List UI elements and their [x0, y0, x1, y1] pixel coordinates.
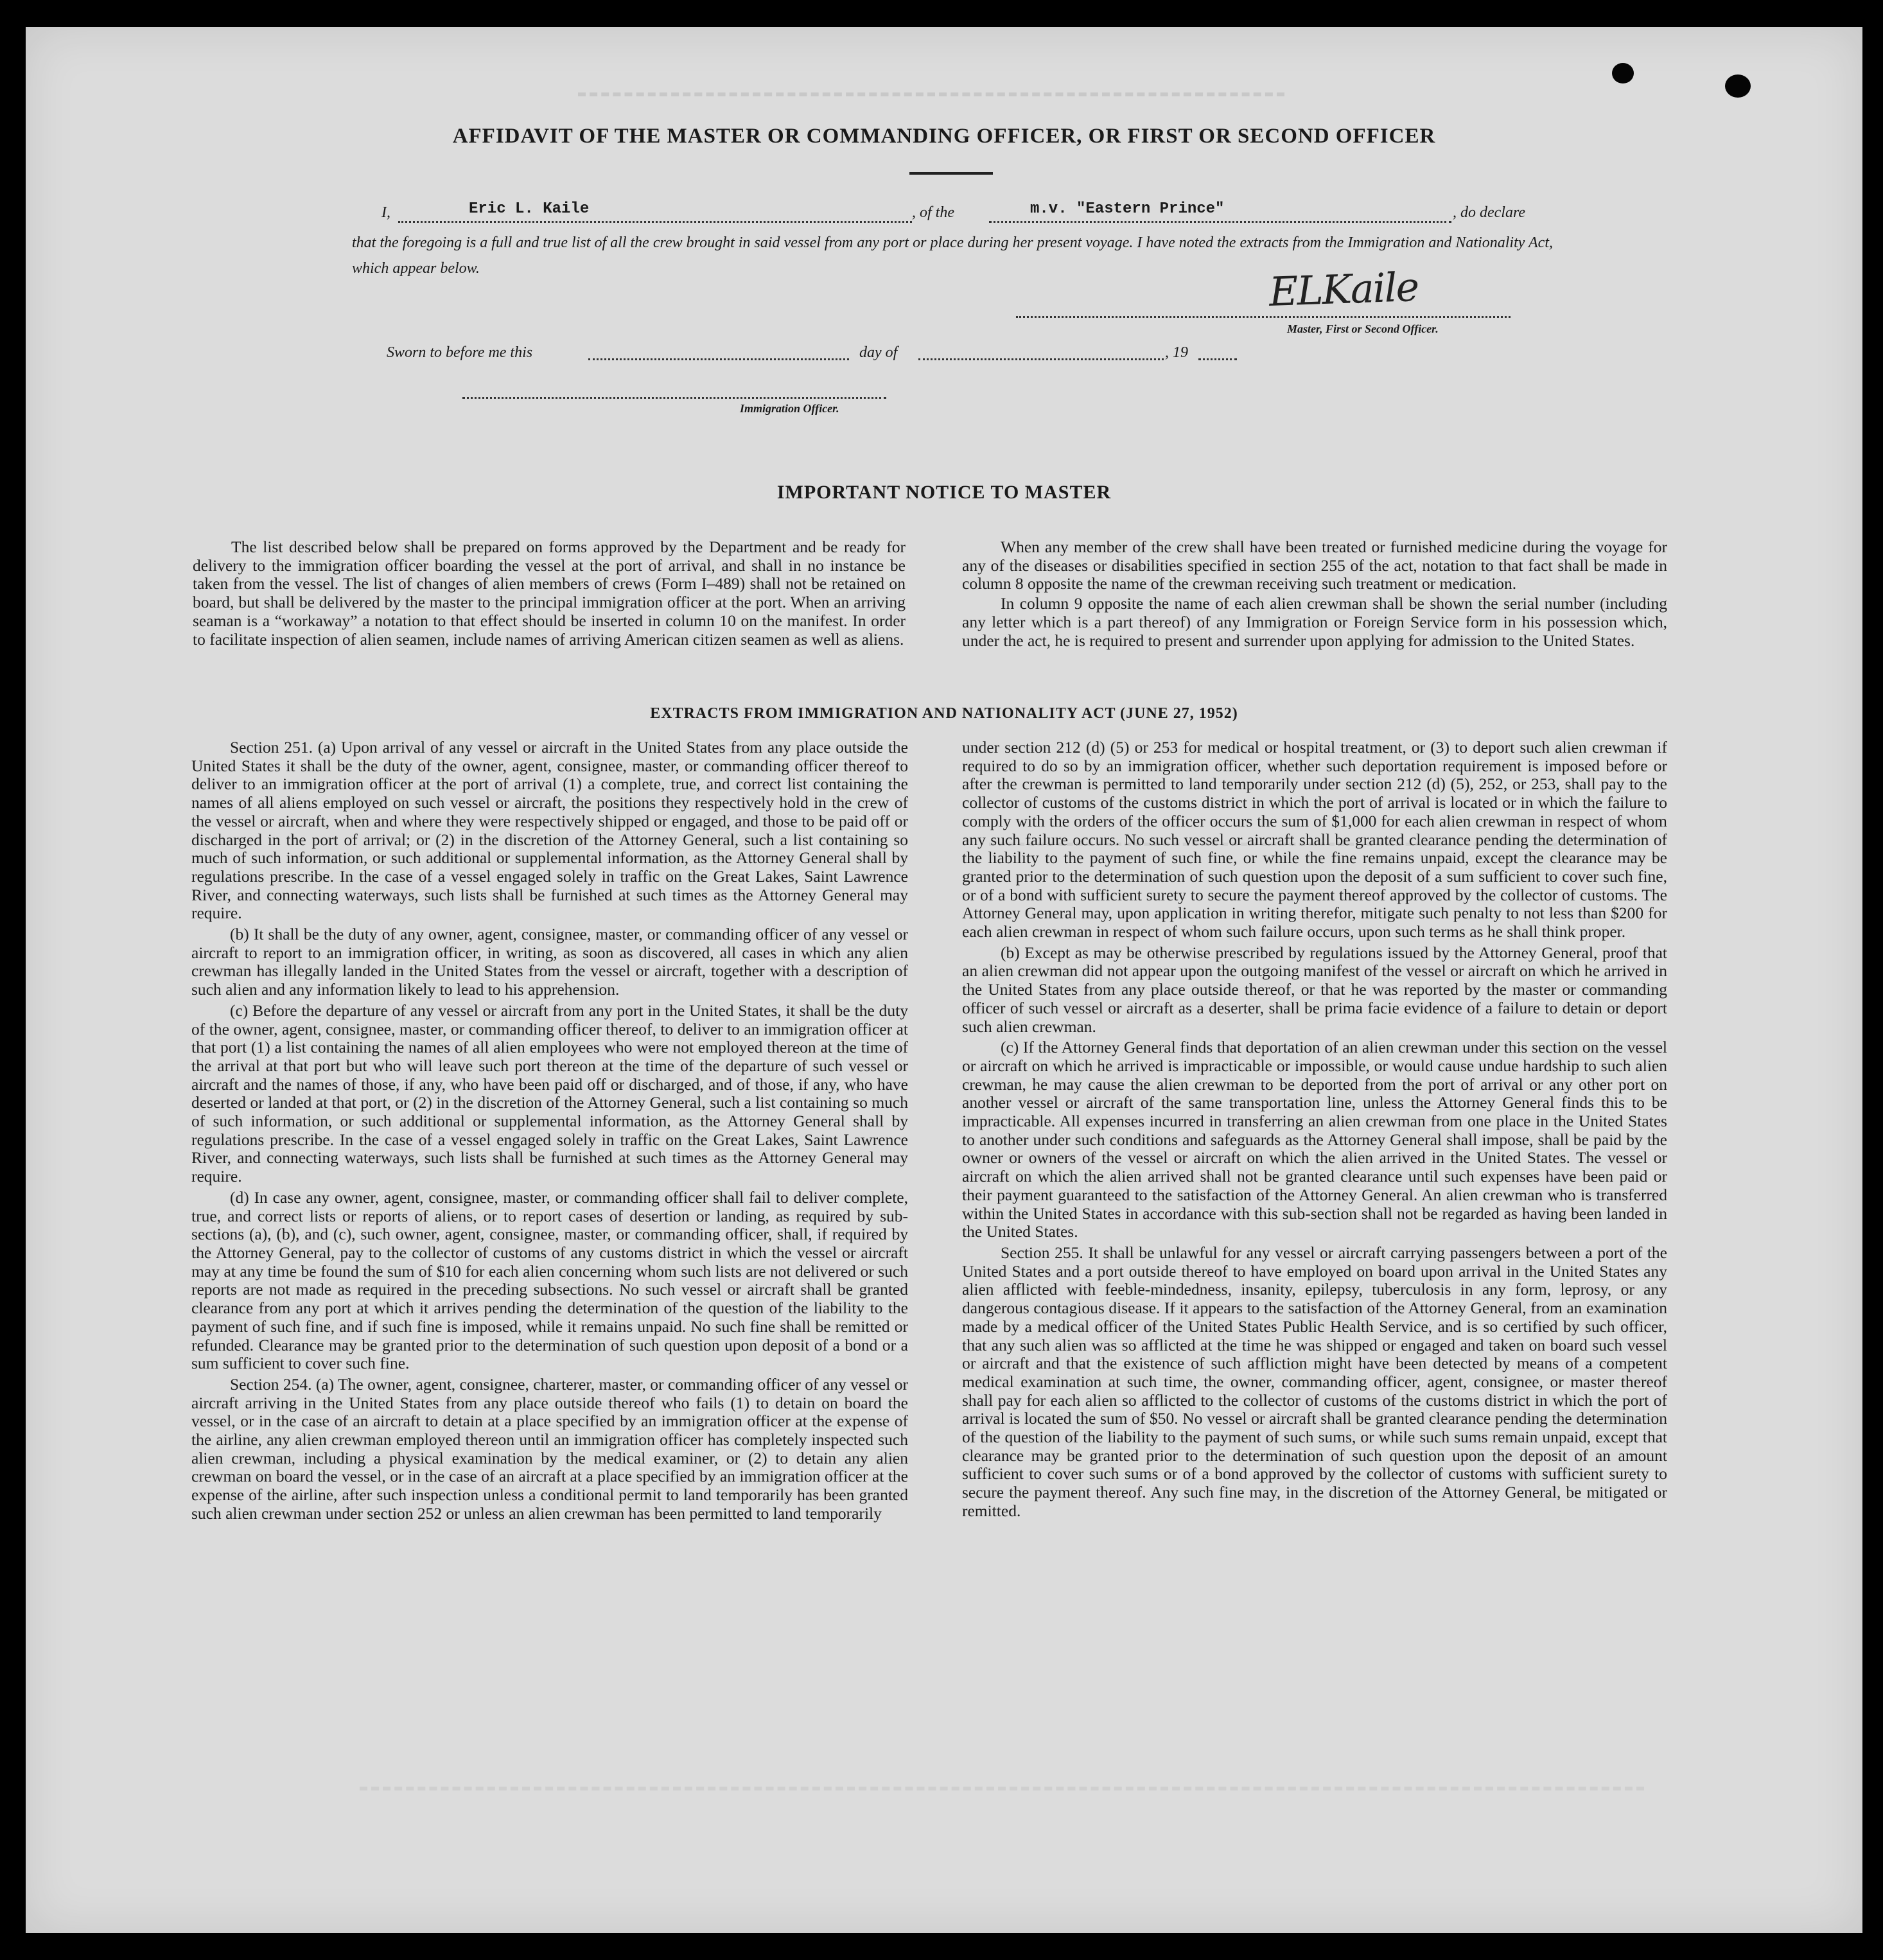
extract-paragraph: (b) Except as may be otherwise prescribed by regulations issued by the Attorney General, proof that an alien crewman did not appear upon the outgoing manifest of the vessel or aircraft on which he arrived in the United States from any place outside thereof, or that he was reported by the master or commanding officer of such vessel or aircraft as a deserter, shall be prima facie evidence of a failure to detain or deport such alien crewman.: [962, 943, 1667, 1036]
title-rule: [909, 172, 993, 175]
punch-hole: [1725, 74, 1751, 98]
notice-left-column: [193, 538, 906, 649]
master-name-field[interactable]: [398, 199, 912, 223]
vessel-name-value: m.v. "Eastern Prince": [1030, 200, 1225, 218]
extract-paragraph: Section 254. (a) The owner, agent, consignee, charterer, master, or commanding officer of any vessel or aircraft arriving in the United States from any place outside thereof who fails (1) to detain on board the vessel, or in the case of an aircraft to detain at a place specified by an immigration officer at the expense of the airline, any alien crewman employed thereon until an immigration officer has completely inspected such alien crewman, including a physical examination by the medical examiner, or (2) to detain any alien crewman on board the vessel, or in the case of an aircraft at a place specified by an immigration officer at the expense of the airline, after such inspection unless a conditional permit to land temporarily has been granted such alien crewman under section 252 or unless an alien crewman has been permitted to land temporarily: [191, 1374, 908, 1523]
extract-paragraph: (d) In case any owner, agent, consignee, master, or commanding officer shall fail to deliver complete, true, and correct lists or reports of aliens, or to report cases of desertion or landing, as required by sub-sections (a), (b), and (c), such owner, agent, consignee, master, or commanding officer, shall, if required by the Attorney General, pay to the collector of customs of any customs district in which the vessel or aircraft may at any time be found the sum of $10 for each alien concerning whom such lists are not delivered or such reports are not made as required in the preceding subsections. No such vessel or aircraft shall be granted clearance from any port at which it arrives pending the determination of the question of the liability to the payment of such fine, and if such fine is imposed, while it remains unpaid. No such fine shall be remitted or refunded. Clearance may be granted prior to the determination of such question upon deposit of a bond or a sum sufficient to cover such fine.: [191, 1187, 908, 1373]
extract-paragraph: under section 212 (d) (5) or 253 for medical or hospital treatment, or (3) to deport such alien crewman if required to do so by an immigration officer, whether such deportation requirement is imposed before or after the crewman is permitted to land temporarily under section 212 (d) (5), 252, or 253, shall pay to the collector of customs of the customs district in which the port of arrival is located or in which the failure to comply with the orders of the officer occurs the sum of $1,000 for each alien crewman in respect of whom any such failure occurs. No such vessel or aircraft shall be granted clearance pending the determination of the liability to the payment of such fine, or while the fine remains unpaid, except the clearance may be granted prior to the determination of such question upon the deposit of a sum sufficient to cover such fine, or of a bond with sufficient surety to secure the payment thereof approved by the collector of customs. The Attorney General may, upon application in writing therefor, mitigate such penalty to not less than $200 for each alien crewman in respect of whom such failure occurs, upon such terms as he shall think proper.: [962, 738, 1667, 941]
master-name-value: Eric L. Kaile: [469, 200, 590, 218]
sworn-day-field[interactable]: [588, 357, 849, 360]
document-page: [26, 27, 1862, 1933]
year-label: , 19: [1165, 344, 1188, 361]
master-signature: ELKaile: [1268, 263, 1419, 316]
vessel-name-field[interactable]: [989, 199, 1451, 223]
of-the-label: , of the: [912, 204, 954, 221]
extract-paragraph: (b) It shall be the duty of any owner, agent, consignee, master, or commanding officer of any vessel or aircraft to report to an immigration officer, in writing, as soon as discovered, all cases in which any alien crewman has illegally landed in the United States from the vessel or aircraft, together with a description of such alien and any information likely to lead to his apprehension.: [191, 925, 908, 999]
notice-title: IMPORTANT NOTICE TO MASTER: [776, 482, 1112, 503]
day-of-label: day of: [859, 344, 898, 361]
extract-paragraph: (c) Before the departure of any vessel or aircraft from any port in the United States, it shall be the duty of the owner, agent, consignee, master, or commanding officer thereof, to deliver to an immigration officer at that port (1) a list containing the names of all alien employees who were not employed thereon at the time of the arrival at that port but who will leave such port thereon at the time of the departure of such vessel or aircraft and the names of those, if any, who have been paid off or discharged, and of those, if any, who have deserted or landed at that port, or (2) in the discretion of the Attorney General, such a list containing so much of such information, or such additional or supplemental information, as the Attorney General shall by regulations prescribe. In the case of a vessel engaged solely in traffic on the Great Lakes, Saint Lawrence River, and connecting waterways, such lists shall be furnished at such times as the Attorney General may require.: [191, 1001, 908, 1186]
signature-line[interactable]: [1016, 315, 1511, 318]
bleed-through-marks: [578, 77, 1284, 96]
notice-paragraph: In column 9 opposite the name of each alien crewman shall be shown the serial number (including any letter which is a part thereof) of any Immigration or Foreign Service form in his possession which, under the act, he is required to present and surrender upon applying for admission to the United States.: [962, 594, 1667, 650]
extract-paragraph: Section 251. (a) Upon arrival of any vessel or aircraft in the United States from any place outside the United States it shall be the duty of the owner, agent, consignee, master, or commanding officer thereof to deliver to an immigration officer at the port of arrival (1) a complete, true, and correct list containing the names of all aliens employed on such vessel or aircraft, the positions they respectively hold in the crew of the vessel or aircraft, when and where they were respectively shipped or engaged, and those to be paid off or discharged in the port of arrival; or (2) in the discretion of the Attorney General, such a list containing so much of such information, or such additional or supplemental information, as the Attorney General shall by regulations prescribe. In the case of a vessel engaged solely in traffic on the Great Lakes, Saint Lawrence River, and connecting waterways, such lists shall be furnished at such times as the Attorney General may require.: [191, 738, 908, 923]
extract-paragraph: Section 255. It shall be unlawful for any vessel or aircraft carrying passengers between a port of the United States and a port outside thereof to have employed on board upon arrival in the United States any alien afflicted with feeble-mindedness, insanity, epilepsy, tuberculosis in any form, leprosy, or any dangerous contagious disease. If it appears to the satisfaction of the Attorney General, from an examination made by a medical officer of the United States Public Health Service, and is so certified by such officer, that any such alien was so afflicted at the time he was shipped or engaged and taken on board such vessel or aircraft and that the existence of such affliction might have been detected by means of a competent medical examination at such time, the owner, commanding officer, agent, consignee, or master thereof shall pay for each alien so afflicted to the collector of customs of the customs district in which the port of arrival is located the sum of $50. No vessel or aircraft shall be granted clearance pending the determination of the question of the liability to the payment of such sums, or while such sums remain unpaid, except that clearance may be granted prior to the determination of such question upon the deposit of an amount sufficient to cover such sums or of a bond approved by the collector of customs with sufficient surety to secure the payment thereof. Any such fine may, in the discretion of the Attorney General, be mitigated or remitted.: [962, 1243, 1667, 1520]
extracts-title: EXTRACTS FROM IMMIGRATION AND NATIONALITY ACT (JUNE 27, 1952): [650, 705, 1238, 722]
signature-caption: Master, First or Second Officer.: [1287, 322, 1439, 335]
sworn-year-field[interactable]: [1198, 357, 1237, 360]
bleed-through-marks: [360, 1767, 1644, 1790]
affidavit-title: AFFIDAVIT OF THE MASTER OR COMMANDING OFFICER, OR FIRST OR SECOND OFFICER: [452, 125, 1436, 148]
notice-right-column: [962, 538, 1667, 650]
extracts-right-column: [962, 739, 1667, 1521]
affidavit-i-label: I,: [381, 204, 390, 221]
declaration-text: that the foregoing is a full and true list of all the crew brought in said vessel from any port or place during her present voyage. I have noted the extracts from the Immigration and Nationality Act, which appear below.: [352, 234, 1553, 277]
extracts-left-column: [191, 739, 908, 1523]
notice-paragraph: The list described below shall be prepared on forms approved by the Department and be ready for delivery to the immigration officer boarding the vessel at the port of arrival, and shall in no instance be taken from the vessel. The list of changes of alien members of crews (Form I–489) shall not be retained on board, but shall be delivered by the master to the principal immigration officer at the port. When an arriving seaman is a “workaway” a notation to that effect should be inserted in column 10 on the manifest. In order to facilitate inspection of alien seamen, include names of arriving American citizen seamen as well as aliens.: [193, 538, 906, 649]
officer-signature-line[interactable]: [462, 396, 886, 399]
sworn-label: Sworn to before me this: [387, 344, 533, 361]
notice-paragraph: When any member of the crew shall have been treated or furnished medicine during the voyage for any of the diseases or disabilities specified in section 255 of the act, notation to that fact shall be made in column 8 opposite the name of the crewman receiving such treatment or medication.: [962, 538, 1667, 593]
do-declare-label: , do declare: [1453, 204, 1526, 221]
extract-paragraph: (c) If the Attorney General finds that deportation of an alien crewman under this section on the vessel or aircraft on which he arrived is impracticable or impossible, or would cause undue hardship to such alien crewman, he may cause the alien crewman to be deported from the port of arrival or any other port on another vessel or aircraft of the same transportation line, unless the Attorney General finds this to be impracticable. All expenses incurred in transferring an alien crewman from one place in the United States to another under such conditions and safeguards as the Attorney General shall impose, shall be paid by the owner or owners of the vessel or aircraft on which the alien arrived in the United States. The vessel or aircraft on which the alien arrived shall not be granted clearance until such expenses have been paid or their payment guaranteed to the satisfaction of the Attorney General. An alien crewman who is transferred within the United States in accordance with this sub-section shall not be regarded as having been landed in the United States.: [962, 1038, 1667, 1241]
officer-caption: Immigration Officer.: [740, 402, 839, 415]
punch-hole: [1612, 63, 1634, 83]
sworn-month-field[interactable]: [918, 357, 1164, 360]
